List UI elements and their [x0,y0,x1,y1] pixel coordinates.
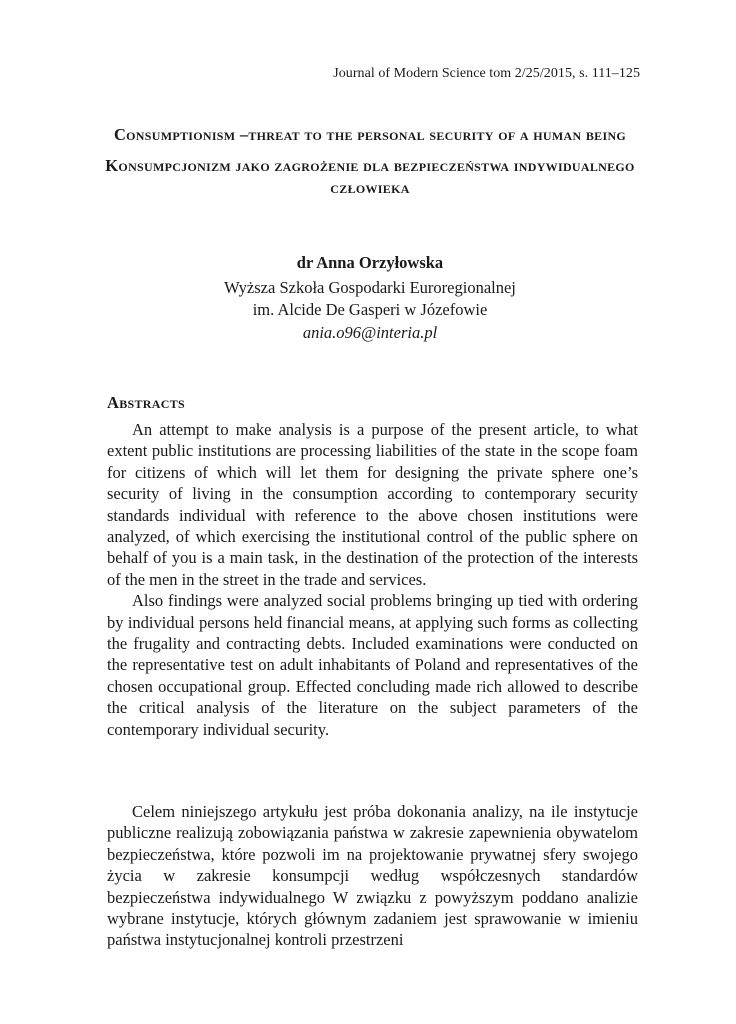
abstract-heading: Abstracts [107,393,185,412]
abstract-paragraph: An attempt to make analysis is a purpose of the present article, to what extent public institutions are processing liabilities of the state in the scope foam for citizens of which will let them for designing the private sphere one’s security of living in the consumption according to contemporary security standards individual with reference to the above chosen institutions were analyzed, of which exercising the institutional control of the public sphere on behalf of you is a main task, in the destination of the protection of the interests of the men in the street in the trade and services. [107,420,638,589]
title-block [100,124,640,199]
english-title: Consumptionism –threat to the personal security of a human being [113,125,627,144]
abstract-paragraph: Also findings were analyzed social problems bringing up tied with ordering by individual persons held financial means, at applying such forms as collecting the frugality and contracting debts. Included examinations were conducted on the representative test on adult inhabitants of Poland and representatives of the chosen occupational group. Effected concluding made rich allowed to describe the critical analysis of the literature on the subject parameters of the contemporary individual security. [107,591,638,739]
english-abstract [107,419,638,740]
polish-abstract [107,801,638,951]
abstract-paragraph: Celem niniejszego artykułu jest próba dokonania analizy, na ile instytucje publiczne realizują zobowiązania państwa w zakresie zapewnienia obywatelom bezpieczeństwa, które pozwoli im na projektowanie prywatnej sfery swojego życia w zakresie konsumpcji według współczesnych standardów bezpieczeństwa indywidualnego W związku z powyższym poddano analizie wybrane instytucje, których głównym zadaniem jest sprawowanie w imieniu państwa instytucjonalnej kontroli przestrzeni [107,802,638,950]
author-name: dr Anna Orzyłowska [296,253,444,272]
author-affiliation-line1: Wyższa Szkoła Gospodarki Euroregionalnej [224,277,516,297]
polish-title: Konsumpcjonizm jako zagrożenie dla bezpieczeństwa indywidualnego człowieka [105,156,635,197]
journal-reference: Journal of Modern Science tom 2/25/2015, s. 111–125 [333,66,640,81]
author-affiliation-line2: im. Alcide De Gasperi w Józefowie [252,300,488,319]
author-block [100,252,640,344]
author-email: ania.o96@interia.pl [302,322,438,342]
